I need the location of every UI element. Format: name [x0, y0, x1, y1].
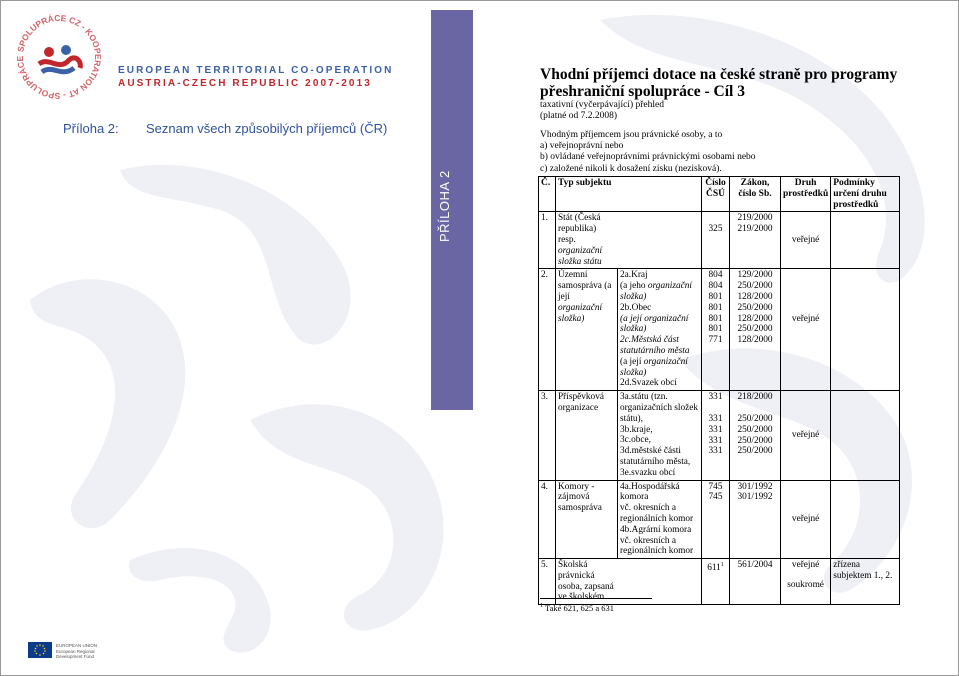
subtype-text: 2c.Městská část statutárního města — [620, 335, 690, 356]
subtype-text: 3b.kraje, — [620, 424, 653, 435]
intro-line: a) veřejnoprávní nebo — [540, 141, 624, 152]
row-type: Příspěvková organizace — [556, 391, 618, 480]
law-value: 219/2000 — [737, 224, 773, 235]
type-text: Územní samospráva (a její — [558, 270, 612, 302]
row-number: 3. — [539, 391, 556, 480]
header-no: Č. — [539, 177, 556, 212]
table-row — [539, 212, 900, 269]
title-line-2: přeshraniční spolupráce - Cíl 3 — [540, 83, 745, 100]
header-kind: Druh prostředků — [781, 177, 831, 212]
intro-line: Vhodným příjemcem jsou právnické osoby, a to — [540, 130, 723, 140]
row-subtypes — [618, 480, 702, 559]
subtype-text: 4a.Hospodářská komora — [620, 481, 680, 503]
subtype-text: (a její organizační — [620, 356, 688, 367]
subtype-text: složka) — [620, 324, 647, 335]
row-csu: 331 331 331 331 331 — [702, 391, 730, 480]
intro-line: c) založené nikoli k dosažení zisku (nezisková). — [540, 163, 722, 174]
csu-value: 325 — [708, 224, 723, 235]
subtype-text: 4b.Agrární komora — [620, 524, 692, 535]
subtype-text: (a jeho organizační — [620, 281, 692, 292]
row-conditions — [831, 391, 900, 480]
row-conditions: zřízena subjektem 1., 2. — [831, 559, 900, 605]
subtype-text: 2a.Kraj — [620, 270, 648, 281]
row-law: 301/1992 301/1992 — [730, 480, 781, 559]
subtype-text: (a její organizační — [620, 313, 689, 324]
header-conditions: Podmínky určení druhu prostředků — [831, 177, 900, 212]
table-row — [539, 391, 900, 480]
row-number: 2. — [539, 269, 556, 391]
row-law: 129/2000 250/2000 128/2000 250/2000 128/2000 250/2000 128/2000 — [730, 269, 781, 391]
row-conditions — [831, 480, 900, 559]
subtitle-2: (platné od 7.2.2008) — [540, 111, 618, 121]
row-csu: 745 745 — [702, 480, 730, 559]
subtitle-1: taxativní (vyčerpávající) přehled — [540, 100, 664, 110]
row-law — [730, 212, 781, 269]
type-text: Stát (Česká republika) — [558, 213, 601, 235]
law-value: 219/2000 — [737, 213, 773, 224]
program-logo-icon — [14, 12, 104, 102]
logo-line-2: AUSTRIA-CZECH REPUBLIC 2007-2013 — [118, 78, 372, 89]
subtype-text: 3c.obce, — [620, 435, 651, 446]
type-text: Školská právnická osoba, zapsaná ve školském — [558, 560, 614, 603]
row-law: 561/2004 — [730, 559, 781, 605]
row-number: 1. — [539, 212, 556, 269]
row-csu: 804 804 801 801 801 801 771 — [702, 269, 730, 391]
intro-text — [540, 130, 756, 175]
table-row — [539, 269, 900, 391]
annex-title: Seznam všech způsobilých příjemců (ČR) — [146, 121, 388, 136]
row-type — [556, 269, 618, 391]
side-tab-label: PŘÍLOHA 2 — [437, 170, 452, 242]
footnote-divider — [540, 598, 652, 599]
subtype-text: vč. okresních a regionálních komor — [620, 503, 694, 524]
row-type — [556, 212, 702, 269]
eu-logo-text: EUROPEAN UNION European Regional Development Fund — [56, 643, 98, 659]
side-tab — [431, 10, 473, 410]
row-subtypes — [618, 391, 702, 480]
subtype-text: 3d.městské části statutárního města, — [620, 446, 691, 467]
header-type: Typ subjektu — [556, 177, 702, 212]
header-law: Zákon, číslo Sb. — [730, 177, 781, 212]
type-text: organizační složka státu — [558, 245, 603, 267]
row-subtypes — [618, 269, 702, 391]
row-number: 4. — [539, 480, 556, 559]
logo-ring-text: SPOLUPRÁCE CZ - KOOPERATION AT - SPOLUPRÁCE — [14, 12, 104, 102]
row-kind: veřejné — [781, 212, 831, 269]
type-text: resp. — [558, 234, 576, 245]
annex-label: Příloha 2: — [63, 121, 119, 136]
subtype-text: 2b.Obec — [620, 302, 652, 313]
subtype-text: 3e.svazku obcí — [620, 467, 676, 478]
svg-text:SPOLUPRÁCE CZ - KOOPERATION AT — [15, 13, 103, 101]
row-conditions — [831, 269, 900, 391]
recipients-table — [538, 176, 900, 605]
type-text: organizační složka) — [558, 302, 603, 324]
subtype-text: vč. okresních a regionálních komor — [620, 535, 694, 557]
row-conditions — [831, 212, 900, 269]
row-kind: veřejné soukromé — [781, 559, 831, 605]
eu-flag-icon — [28, 642, 52, 658]
row-type: Komory - zájmová samospráva — [556, 480, 618, 559]
row-kind: veřejné — [781, 391, 831, 480]
row-csu: $611^1$ — [702, 559, 730, 605]
row-kind: veřejné — [781, 269, 831, 391]
header-csu: Číslo ČSÚ — [702, 177, 730, 212]
subtype-text: 2d.Svazek obcí — [620, 378, 677, 389]
page-title — [540, 66, 920, 100]
intro-line: b) ovládané veřejnoprávními právnickými osobami nebo — [540, 152, 756, 163]
subtype-text: složka) — [620, 367, 647, 378]
row-number: 5. — [539, 559, 556, 605]
program-logo-text — [118, 64, 393, 90]
subtype-text: složka) — [620, 291, 647, 302]
title-line-1: Vhodní příjemci dotace na české straně pro programy — [540, 66, 898, 83]
subtype-text: 3a.státu (tzn. organizačních složek státu), — [620, 392, 699, 424]
row-kind: veřejné — [781, 480, 831, 559]
table-header-row — [539, 177, 900, 212]
table-row — [539, 480, 900, 559]
footnote: $^1$ Také 621, 625 a 631 — [540, 603, 615, 613]
row-csu — [702, 212, 730, 269]
row-law: 218/2000 250/2000 250/2000 250/2000 250/2000 — [730, 391, 781, 480]
logo-line-1: EUROPEAN TERRITORIAL CO-OPERATION — [118, 65, 394, 76]
